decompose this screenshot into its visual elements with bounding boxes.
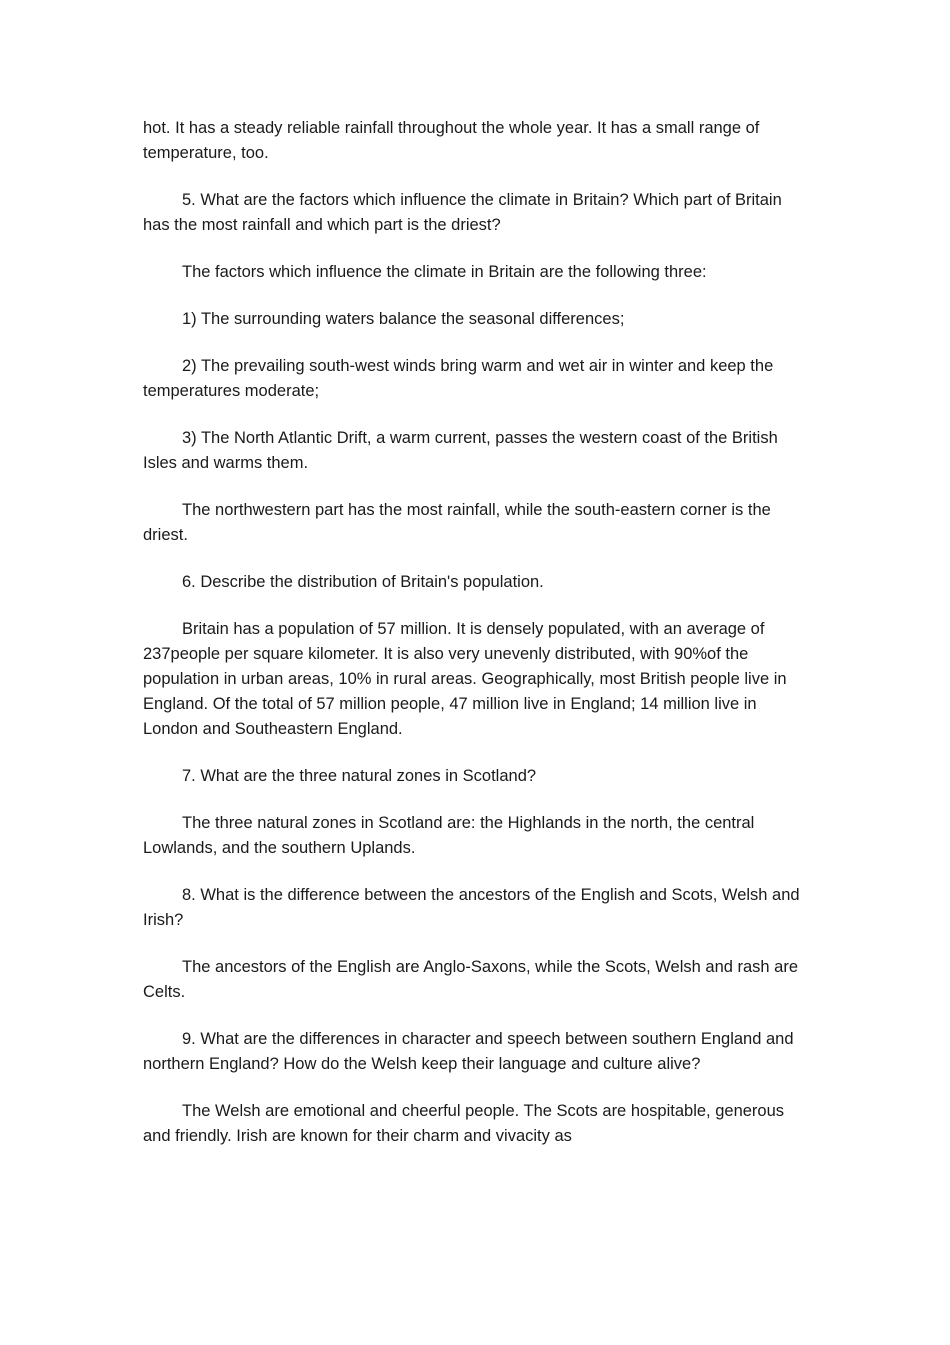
answer-5-factor-2: 2) The prevailing south-west winds bring warm and wet air in winter and keep the temperatures moderate; xyxy=(143,357,774,400)
question-7: 7. What are the three natural zones in Scotland? xyxy=(182,767,537,785)
answer-5-factor-1: 1) The surrounding waters balance the seasonal differences; xyxy=(182,310,625,328)
answer-9: The Welsh are emotional and cheerful people. The Scots are hospitable, generous and friendly. Irish are known for their charm and vivacity as xyxy=(143,1102,785,1145)
answer-5-intro: The factors which influence the climate in Britain are the following three: xyxy=(182,263,707,281)
answer-5-rainfall: The northwestern part has the most rainfall, while the south-eastern corner is the driest. xyxy=(143,501,771,544)
question-8: 8. What is the difference between the ancestors of the English and Scots, Welsh and Irish? xyxy=(143,886,800,929)
question-5: 5. What are the factors which influence the climate in Britain? Which part of Britain has the most rainfall and which part is the driest? xyxy=(143,191,782,234)
question-6: 6. Describe the distribution of Britain's population. xyxy=(182,573,544,591)
document-body xyxy=(143,116,810,1171)
answer-6: Britain has a population of 57 million. It is densely populated, with an average of 237people per square kilometer. It is also very unevenly distributed, with 90%of the population in urban areas, 10% in rural areas. Geographically, most British people live in England. Of the total of 57 million people, 47 million live in England; 14 million live in London and Southeastern England. xyxy=(143,620,787,738)
question-9: 9. What are the differences in character and speech between southern England and northern England? How do the Welsh keep their language and culture alive? xyxy=(143,1030,794,1073)
answer-7: The three natural zones in Scotland are: the Highlands in the north, the central Lowlands, and the southern Uplands. xyxy=(143,814,755,857)
answer-5-factor-3: 3) The North Atlantic Drift, a warm current, passes the western coast of the British Isles and warms them. xyxy=(143,429,778,472)
paragraph-climate-continuation: hot. It has a steady reliable rainfall throughout the whole year. It has a small range of temperature, too. xyxy=(143,119,760,162)
answer-8: The ancestors of the English are Anglo-Saxons, while the Scots, Welsh and rash are Celts. xyxy=(143,958,799,1001)
